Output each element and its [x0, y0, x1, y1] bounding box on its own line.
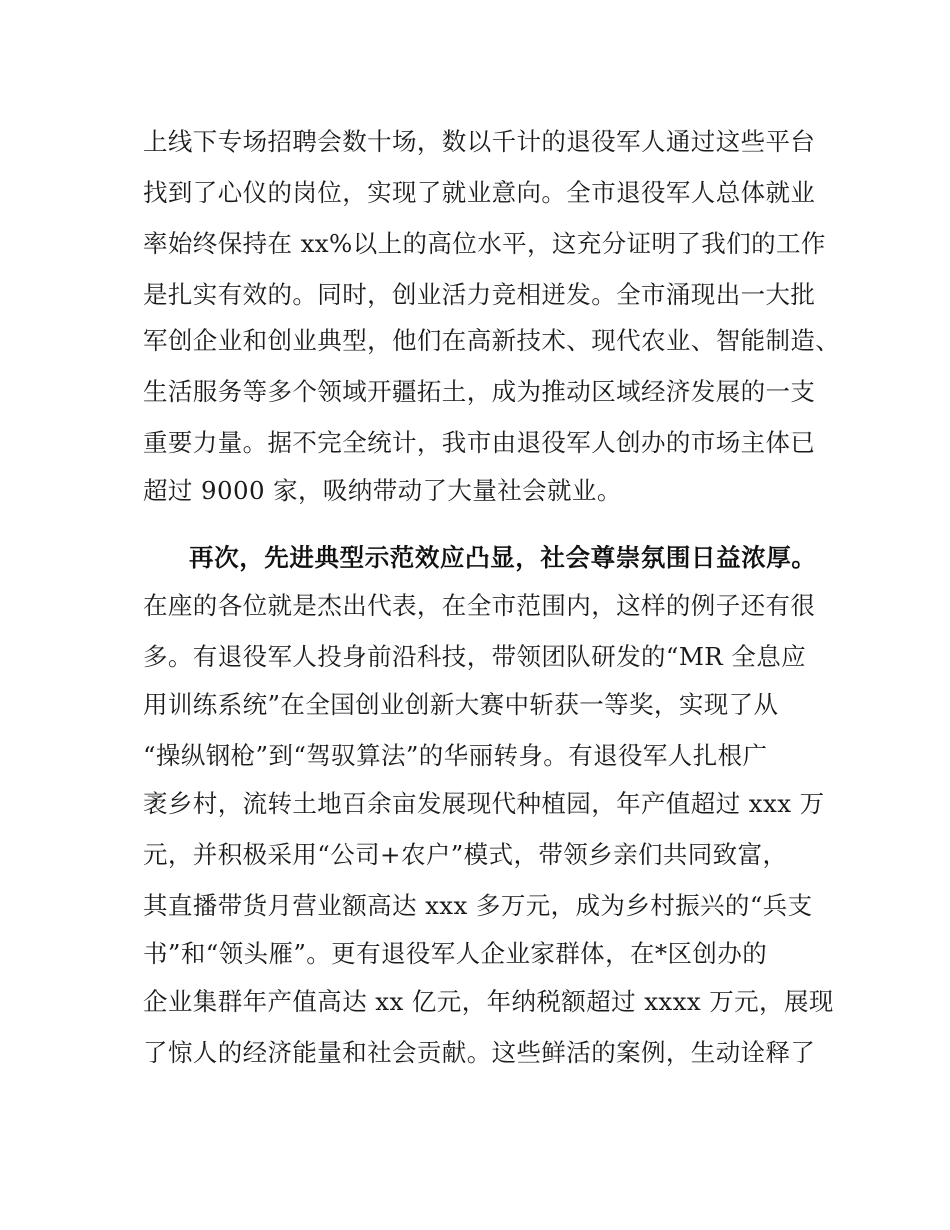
body-text-line: 上线下专场招聘会数十场，数以千计的退役军人通过这些平台 [143, 127, 816, 156]
body-text-line: 军创企业和创业典型，他们在高新技术、现代农业、智能制造、 [143, 326, 841, 355]
body-text-line: 生活服务等多个领域开疆拓土，成为推动区域经济发展的一支 [143, 377, 816, 406]
body-text-line: 找到了心仪的岗位，实现了就业意向。全市退役军人总体就业 [143, 178, 816, 207]
body-text-line: 率始终保持在 xx%以上的高位水平，这充分证明了我们的工作 [143, 229, 826, 258]
body-text-line: 其直播带货月营业额高达 xxx 多万元，成为乡村振兴的“兵支 [143, 891, 813, 920]
body-text-line: 重要力量。据不完全统计，我市由退役军人创办的市场主体已 [143, 428, 816, 457]
body-text-line: 超过 9000 家，吸纳带动了大量社会就业。 [143, 476, 622, 505]
body-text-line: 是扎实有效的。同时，创业活力竞相迸发。全市涌现出一大批 [143, 280, 816, 309]
body-text-line: 企业集群年产值高达 xx 亿元，年纳税额超过 xxxx 万元，展现 [143, 987, 834, 1016]
body-text-line: “操纵钢枪”到“驾驭算法”的华丽转身。有退役军人扎根广 [143, 741, 768, 770]
body-text-line: 在座的各位就是杰出代表，在全市范围内，这样的例子还有很 [143, 591, 816, 620]
body-text-line: 了惊人的经济能量和社会贡献。这些鲜活的案例，生动诠释了 [143, 1038, 816, 1067]
section-heading: 再次，先进典型示范效应凸显，社会尊崇氛围日益浓厚。 [189, 543, 817, 572]
body-text-line: 袤乡村，流转土地百余亩发展现代种植园，年产值超过 xxx 万 [143, 789, 825, 818]
body-text-line: 用训练系统”在全国创业创新大赛中斩获一等奖，实现了从 [143, 690, 779, 719]
body-text-line: 书”和“领头雁”。更有退役军人企业家群体，在*区创办的 [143, 939, 768, 968]
body-text-line: 元，并积极采用“公司+农户”模式，带领乡亲们共同致富， [143, 840, 788, 869]
body-text-line: 多。有退役军人投身前沿科技，带领团队研发的“MR 全息应 [143, 642, 807, 671]
